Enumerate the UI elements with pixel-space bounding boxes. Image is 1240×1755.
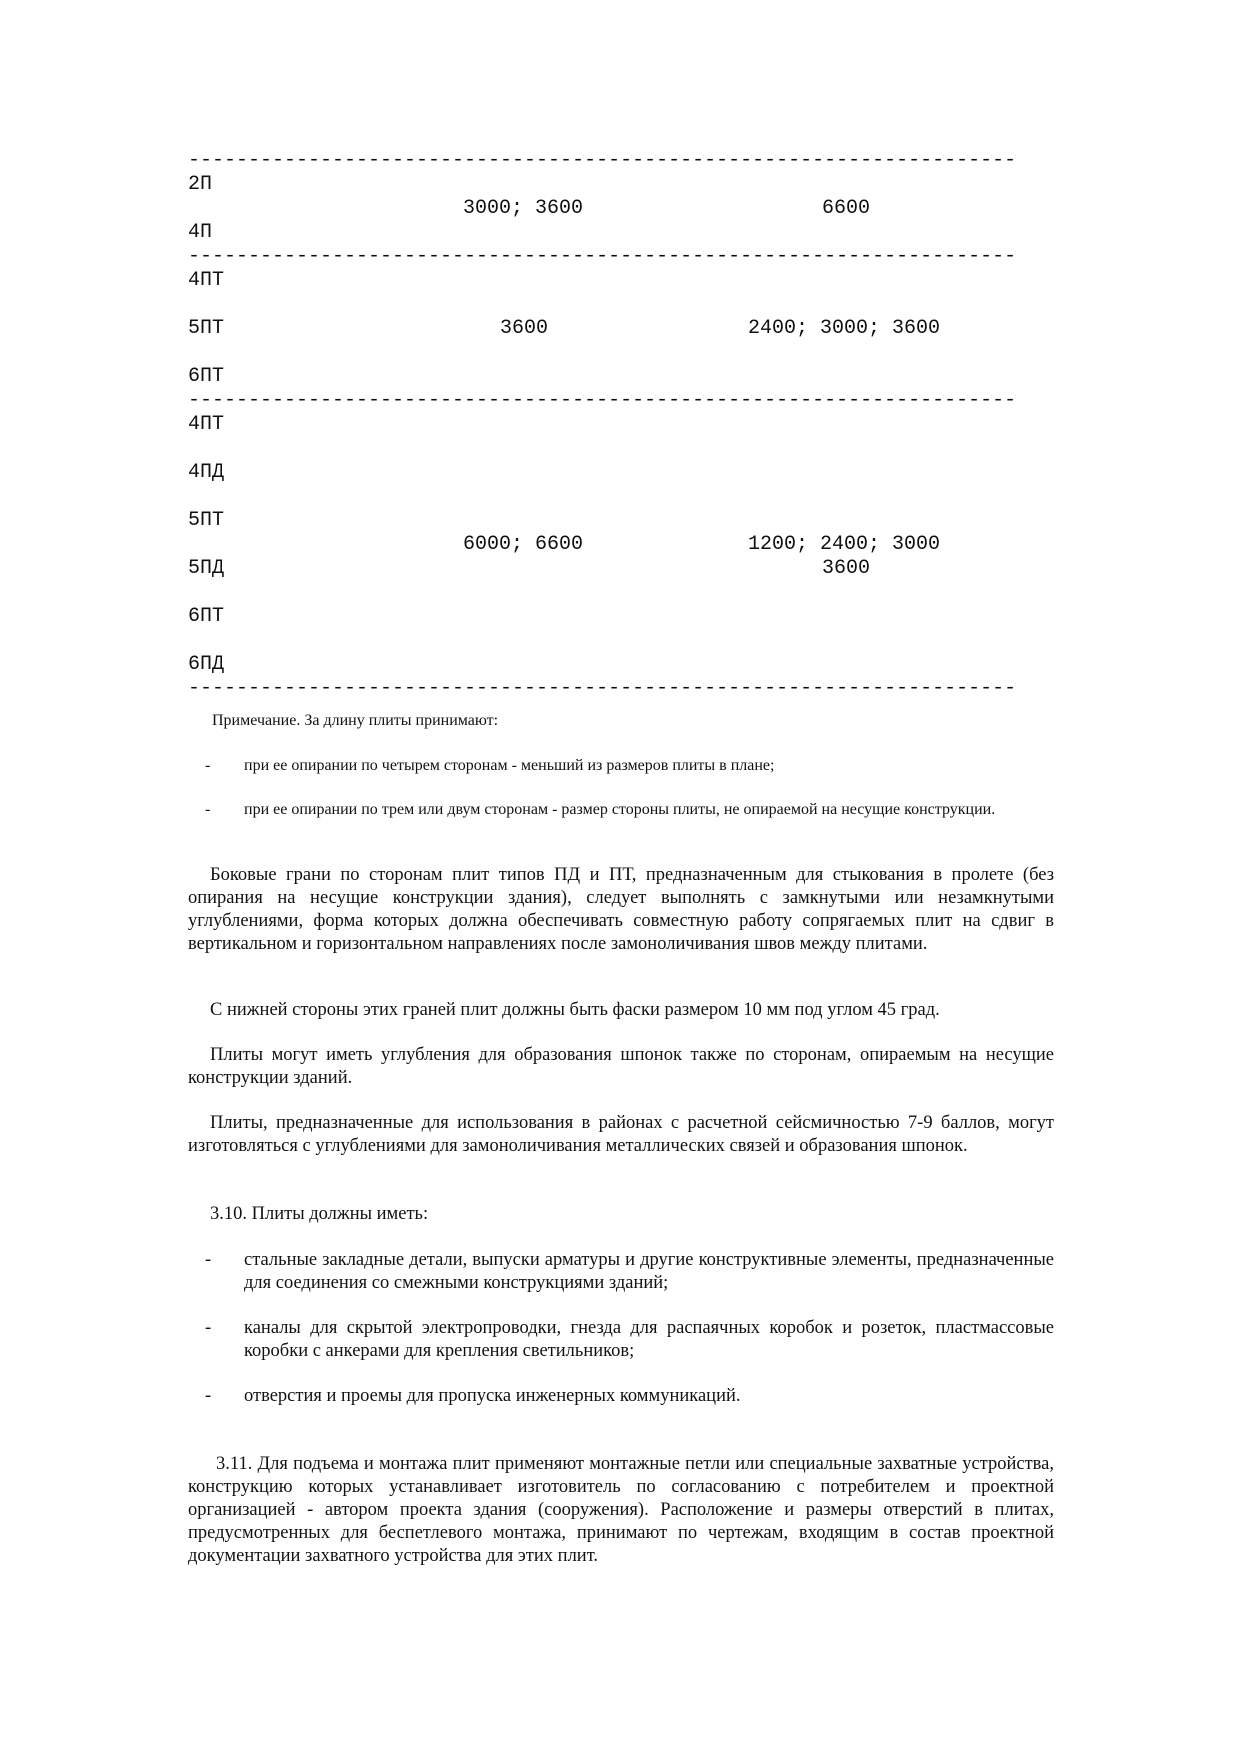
plate-type-label: 4ПТ (188, 413, 225, 436)
plate-width-value: 1200; 2400; 3000 (748, 533, 941, 556)
plate-type-label: 6ПТ (188, 365, 225, 388)
section-heading-3-10: 3.10. Плиты должны иметь: (210, 1204, 429, 1224)
body-paragraph: С нижней стороны этих граней плит должны быть фаски размером 10 мм под углом 45 град. (210, 1000, 940, 1020)
plate-type-label: 6ПТ (188, 605, 225, 628)
plate-type-label: 5ПТ (188, 317, 225, 340)
plate-type-label: 2П (188, 173, 213, 196)
plate-width-value: 2400; 3000; 3600 (748, 317, 941, 340)
table-rule: --------------------------------------------------------------------- (188, 391, 1017, 411)
list-bullet: - (205, 801, 211, 818)
list-bullet: - (205, 1318, 212, 1338)
plate-length-value: 3000; 3600 (463, 197, 584, 220)
table-rule: --------------------------------------------------------------------- (188, 151, 1017, 171)
section-3-11-paragraph: 3.11. Для подъема и монтажа плит применяют монтажные петли или специальные захватные устройства, конструкцию которых устанавливает изготовитель по согласованию с потребителем и проектной организацией - автором проекта здания (сооружения). Расположение и размеры отверстий в плитах, предусмотренных для беспетлевого монтажа, принимают по чертежам, входящим в состав проектной документации захватного устройства для этих плит. (188, 1454, 1054, 1566)
list-bullet: - (205, 1250, 212, 1270)
plate-type-label: 5ПТ (188, 509, 225, 532)
requirement-item: каналы для скрытой электропроводки, гнезда для распаячных коробок и розеток, пластмассовые коробки с анкерами для крепления светильников; (244, 1318, 1054, 1361)
requirement-item: стальные закладные детали, выпуски арматуры и другие конструктивные элементы, предназначенные для соединения со смежными конструкциями зданий; (244, 1250, 1054, 1293)
note-item: при ее опирании по трем или двум сторонам - размер стороны плиты, не опираемой на несущие конструкции. (244, 801, 996, 818)
table-rule: --------------------------------------------------------------------- (188, 247, 1017, 267)
plate-type-label: 4ПД (188, 461, 225, 484)
note-title: Примечание. За длину плиты принимают: (212, 712, 499, 729)
list-bullet: - (205, 757, 211, 774)
plate-type-label: 6ПД (188, 653, 225, 676)
requirement-item: отверстия и проемы для пропуска инженерных коммуникаций. (244, 1386, 741, 1406)
plate-width-value: 3600 (822, 557, 871, 580)
plate-width-value: 6600 (822, 197, 871, 220)
table-rule: --------------------------------------------------------------------- (188, 679, 1017, 699)
plate-type-label: 5ПД (188, 557, 225, 580)
plate-length-value: 6000; 6600 (463, 533, 584, 556)
note-item: при ее опирании по четырем сторонам - меньший из размеров плиты в плане; (244, 757, 775, 774)
plate-type-label: 4ПТ (188, 269, 225, 292)
plate-length-value: 3600 (500, 317, 549, 340)
body-paragraph: Боковые грани по сторонам плит типов ПД и ПТ, предназначенным для стыкования в пролете (без опирания на несущие конструкции здания), следует выполнять с замкнутыми или незамкнутыми углублениями, форма которых должна обеспечивать совместную работу сопрягаемых плит на сдвиг в вертикальном и горизонтальном направлениях после замоноличивания швов между плитами. (188, 865, 1054, 954)
list-bullet: - (205, 1386, 212, 1406)
body-paragraph: Плиты могут иметь углубления для образования шпонок также по сторонам, опираемым на несущие конструкции зданий. (188, 1045, 1054, 1088)
body-paragraph: Плиты, предназначенные для использования в районах с расчетной сейсмичностью 7-9 баллов, могут изготовляться с углублениями для замоноличивания металлических связей и образования шпонок. (188, 1113, 1054, 1156)
plate-type-label: 4П (188, 221, 213, 244)
